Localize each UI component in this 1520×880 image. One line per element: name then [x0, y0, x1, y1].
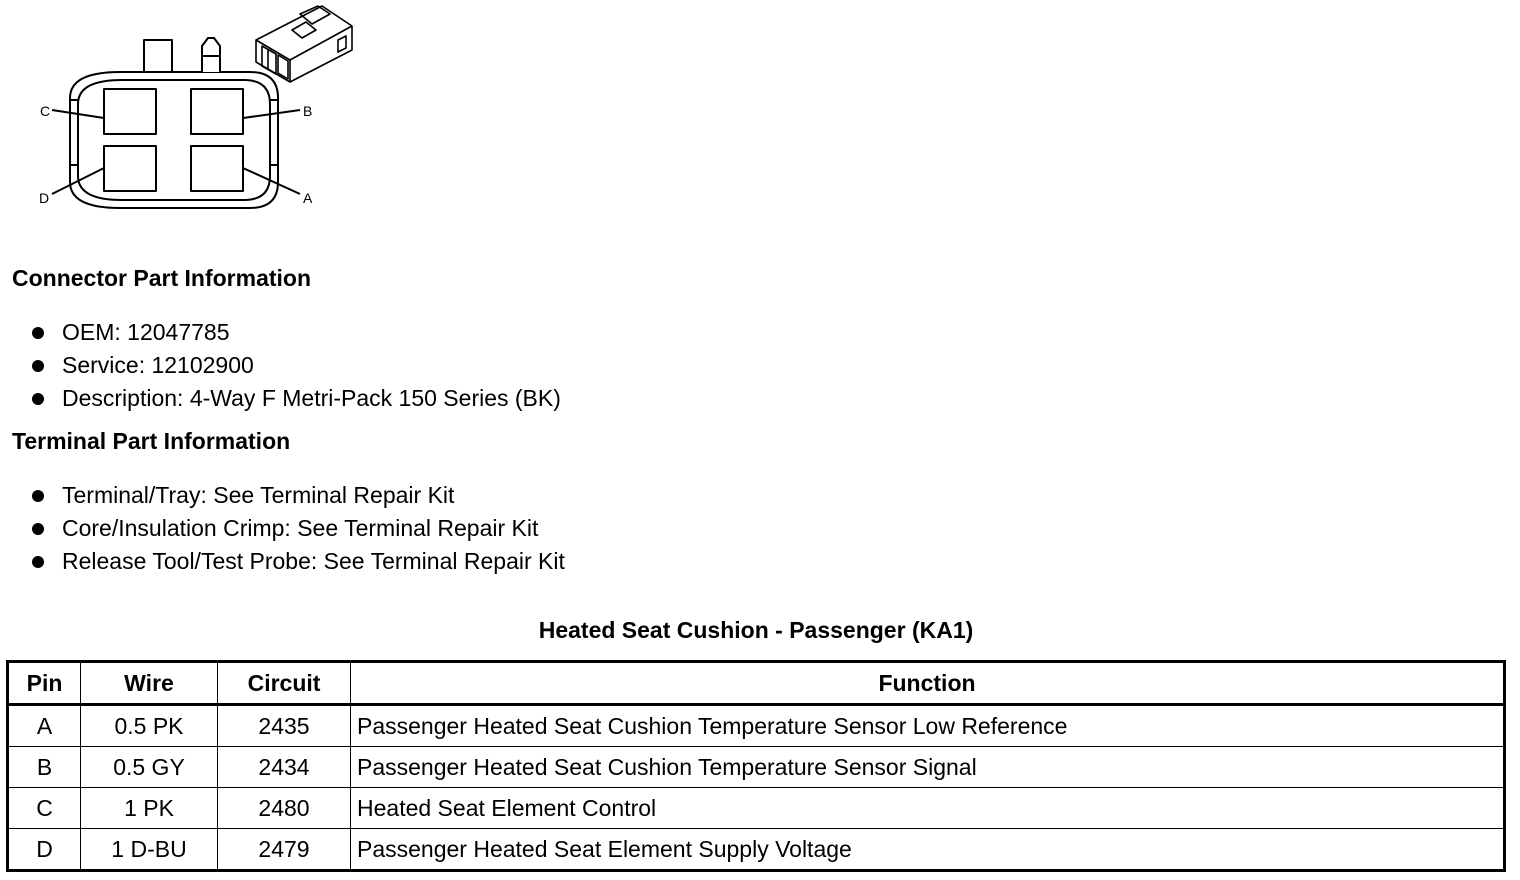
function-cell: Passenger Heated Seat Cushion Temperature Sensor Signal: [351, 747, 1505, 788]
wire-cell: 0.5 GY: [81, 747, 218, 788]
pin-cell: A: [8, 705, 81, 747]
circuit-cell: 2434: [218, 747, 351, 788]
bullet-icon: [32, 360, 44, 372]
table-row: [8, 705, 1505, 747]
wire-cell: 1 D-BU: [81, 829, 218, 871]
table-header-row: [8, 662, 1505, 705]
circuit-cell: 2479: [218, 829, 351, 871]
column-header-pin: Pin: [8, 662, 81, 705]
pin-label-b: B: [303, 103, 313, 119]
function-cell: Passenger Heated Seat Cushion Temperature Sensor Low Reference: [351, 705, 1505, 747]
list-item: OEM: 12047785: [28, 316, 561, 349]
pin-cell: C: [8, 788, 81, 829]
connector-part-info-heading: Connector Part Information: [12, 265, 312, 291]
pin-cell: D: [8, 829, 81, 871]
list-item: Terminal/Tray: See Terminal Repair Kit: [28, 479, 565, 512]
bullet-icon: [32, 523, 44, 535]
bullet-icon: [32, 393, 44, 405]
list-item: Release Tool/Test Probe: See Terminal Repair Kit: [28, 545, 565, 578]
column-header-function: Function: [351, 662, 1505, 705]
pin-cell: B: [8, 747, 81, 788]
bullet-icon: [32, 490, 44, 502]
wire-cell: 1 PK: [81, 788, 218, 829]
function-cell: Heated Seat Element Control: [351, 788, 1505, 829]
connector-face-diagram: [0, 0, 380, 220]
circuit-cell: 2435: [218, 705, 351, 747]
column-header-circuit: Circuit: [218, 662, 351, 705]
pin-label-d: D: [39, 190, 50, 206]
pinout-table: [6, 660, 1506, 872]
table-row: [8, 788, 1505, 829]
list-item: Core/Insulation Crimp: See Terminal Repair Kit: [28, 512, 565, 545]
bullet-icon: [32, 327, 44, 339]
connector-part-info-list: [28, 316, 561, 415]
table-row: [8, 829, 1505, 871]
function-cell: Passenger Heated Seat Element Supply Voltage: [351, 829, 1505, 871]
table-row: [8, 747, 1505, 788]
pin-label-a: A: [303, 190, 313, 206]
column-header-wire: Wire: [81, 662, 218, 705]
list-item: Service: 12102900: [28, 349, 561, 382]
pinout-table-title: Heated Seat Cushion - Passenger (KA1): [538, 617, 974, 643]
terminal-part-info-heading: Terminal Part Information: [12, 428, 291, 454]
bullet-icon: [32, 556, 44, 568]
wire-cell: 0.5 PK: [81, 705, 218, 747]
terminal-part-info-list: [28, 479, 565, 578]
list-item: Description: 4-Way F Metri-Pack 150 Series (BK): [28, 382, 561, 415]
circuit-cell: 2480: [218, 788, 351, 829]
pin-label-c: C: [40, 103, 51, 119]
